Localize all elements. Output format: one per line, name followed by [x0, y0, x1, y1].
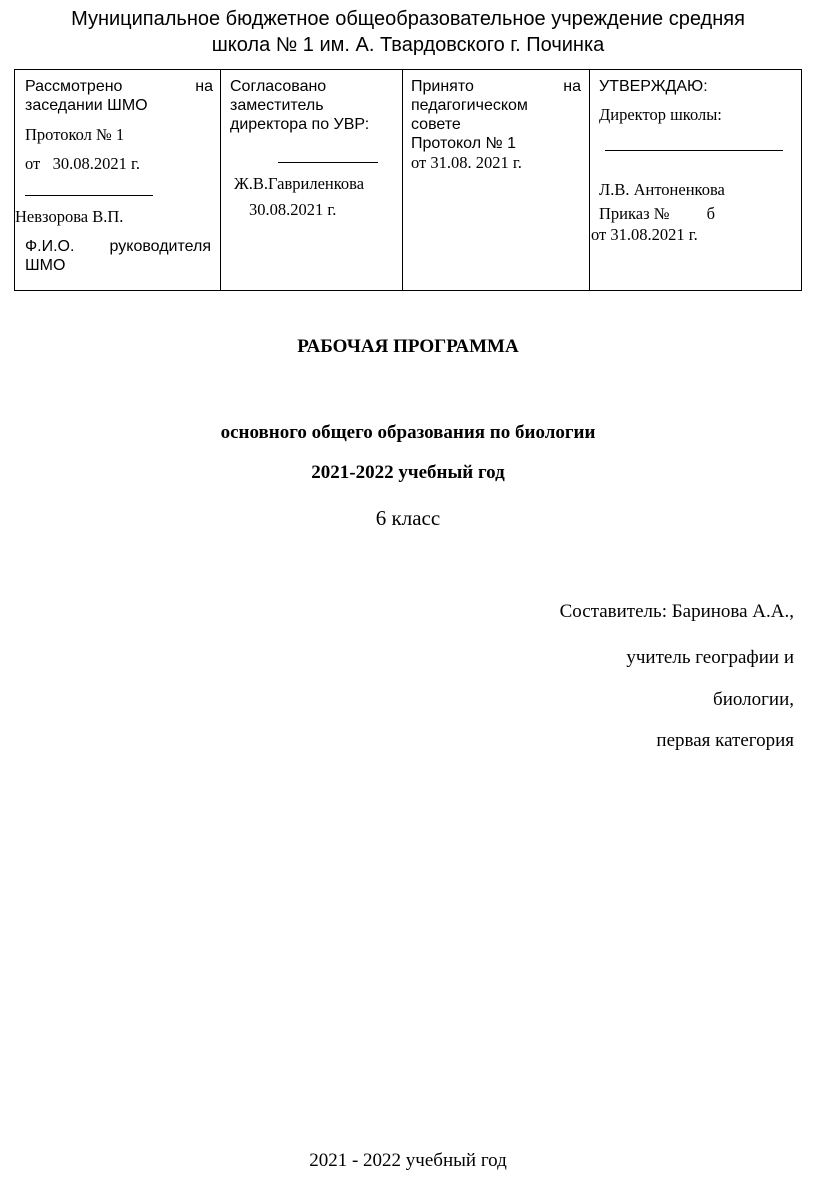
shmo-fio-caption: ШМО	[25, 257, 66, 274]
column-divider	[589, 70, 590, 290]
deputy-role: заместитель	[230, 97, 324, 114]
deputy-role-detail: директора по УВР:	[230, 116, 370, 133]
compiler-subject: биологии,	[713, 689, 794, 710]
document-title: РАБОЧАЯ ПРОГРАММА	[297, 336, 519, 357]
council-word: совете	[411, 116, 461, 133]
column-divider	[220, 70, 221, 290]
shmo-fio-line: Ф.И.О. руководителя	[25, 238, 211, 255]
school-header	[0, 6, 816, 58]
column-divider	[402, 70, 403, 290]
compiler-name: Составитель: Баринова А.А.,	[559, 601, 794, 622]
deputy-signature-line	[278, 162, 378, 163]
director-signature-line	[605, 150, 783, 151]
shmo-date: от 30.08.2021 г.	[25, 154, 141, 173]
council-type: педагогическом	[411, 97, 528, 114]
director-date: от 31.08.2021 г.	[591, 225, 698, 244]
footer-year: 2021 - 2022 учебный год	[309, 1150, 507, 1171]
deputy-date: 30.08.2021 г.	[249, 200, 337, 219]
council-date: от 31.08. 2021 г.	[411, 153, 522, 172]
compiler-category: первая категория	[656, 730, 794, 751]
document-subtitle: основного общего образования по биологии	[220, 422, 596, 443]
director-role: Директор школы:	[599, 105, 722, 124]
shmo-signature-line	[25, 195, 153, 196]
school-name-line-2: школа № 1 им. А. Твардовского г. Починка	[211, 34, 605, 56]
compiler-position: учитель географии и	[626, 647, 794, 668]
approval-table	[14, 69, 802, 291]
school-name-line-1: Муниципальное бюджетное общеобразовательное учреждение средняя	[71, 8, 745, 30]
deputy-name: Ж.В.Гавриленкова	[234, 174, 365, 193]
director-name: Л.В. Антоненкова	[599, 180, 725, 199]
shmo-meeting-line: заседании ШМО	[25, 97, 148, 114]
shmo-head-name: Невзорова В.П.	[15, 207, 124, 226]
director-approve: УТВЕРЖДАЮ:	[599, 78, 708, 95]
director-order: Приказ № б	[599, 204, 715, 223]
academic-year: 2021-2022 учебный год	[311, 462, 505, 483]
deputy-agreed: Согласовано	[230, 78, 327, 95]
grade-label: 6 класс	[375, 506, 441, 530]
council-protocol: Протокол № 1	[411, 135, 517, 152]
shmo-considered-line: Рассмотрено на	[25, 78, 213, 95]
council-accepted-line: Принято на	[411, 78, 581, 95]
shmo-protocol: Протокол № 1	[25, 125, 125, 144]
